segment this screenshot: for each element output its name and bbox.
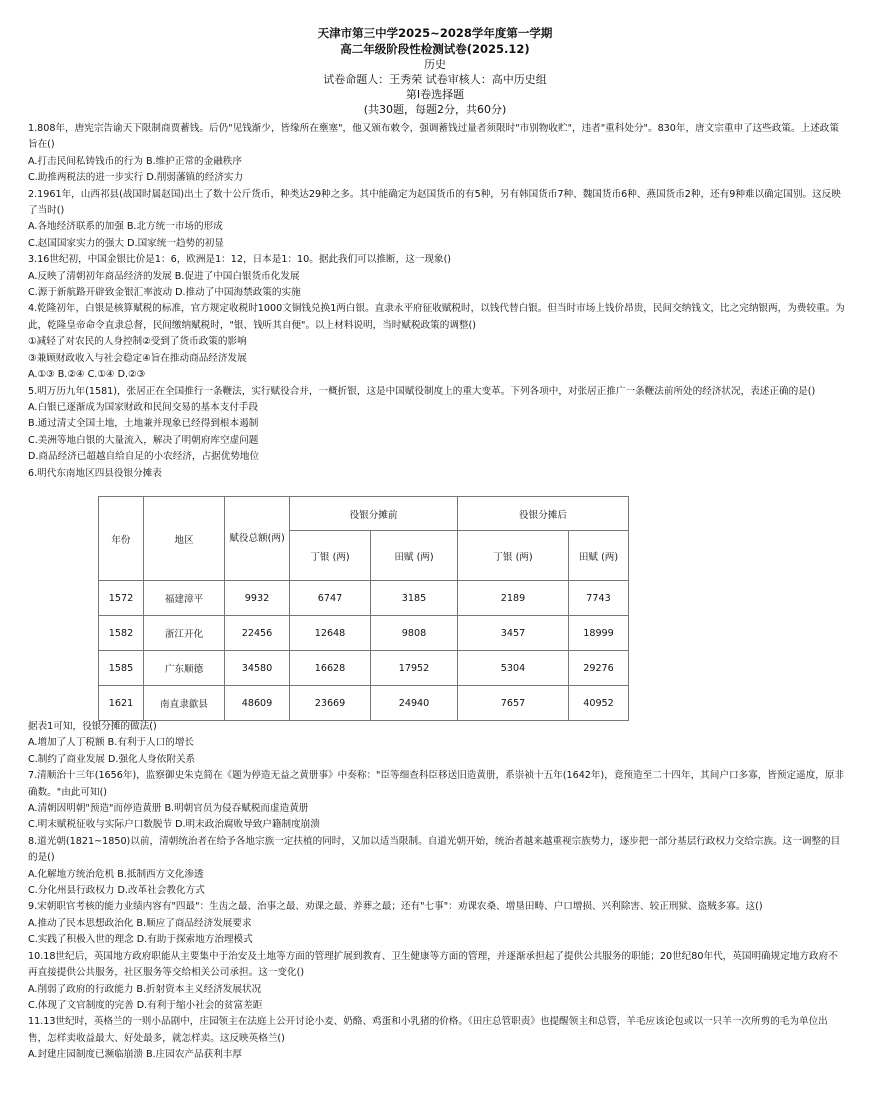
question-text: 8.道光朝(1821~1850)以前，清朝统治者在给予各地宗族一定扶植的同时，又加以适当限制。自道光朝开始，统治者越来越重视宗族势力，逐步把一部分基层行政权力交给宗族。这一调整的目的是() xyxy=(28,835,841,864)
table-cell: 南直隶歙县 xyxy=(144,686,225,721)
table-cell: 48609 xyxy=(225,686,290,721)
table-cell: 1585 xyxy=(99,651,144,686)
table-cell: 29276 xyxy=(569,651,629,686)
table-cell: 广东顺德 xyxy=(144,651,225,686)
question-text: 1.808年，唐宪宗告谕天下限制商贾蓄钱。后仍"见钱渐少，皆缘所在壅塞"，他又颁布敕令，强调蓄钱过量者须限时"市别物收贮"，违者"重科处分"。830年，唐文宗重申了这些政策。上述政策旨在() xyxy=(28,123,839,151)
question-text: 据表1可知，役银分摊的做法() xyxy=(28,721,157,732)
option-line: A.推动了民本思想政治化 B.顺应了商品经济发展要求 xyxy=(28,917,252,929)
table-cell: 3185 xyxy=(371,581,458,616)
option-line: C.明末赋税征收与实际户口数脱节 D.明末政治腐败导致户籍制度崩溃 xyxy=(28,819,320,831)
table-header-tian-after: 田赋 (两) xyxy=(569,531,629,581)
option-line: A.增加了人丁税额 B.有利于人口的增长 xyxy=(28,737,195,749)
table-cell: 24940 xyxy=(371,686,458,721)
exam-title: 高二年级阶段性检测试卷(2025.12) xyxy=(340,42,530,56)
option-line: C.体现了文官制度的完善 D.有利于缩小社会的贫富差距 xyxy=(28,999,263,1011)
section-title: 第Ⅰ卷选择题 xyxy=(405,88,465,101)
table-cell: 40952 xyxy=(569,686,629,721)
subject-title: 历史 xyxy=(424,58,446,71)
question-text: 11.13世纪时，英格兰的一则小品剧中，庄园领主在法庭上公开讨论小麦、奶酪、鸡蛋和小乳猪的价格。《田庄总管职责》也提醒领主和总管，羊毛应该论包或以一只羊一次所剪的毛为单位出售，怎样卖收益最大、好处最多，就怎样卖。这反映英格兰() xyxy=(28,1016,828,1044)
question-text: 3.16世纪初，中国金银比价是1：6，欧洲是1：12，日本是1：10。据此我们可以推断，这一现象() xyxy=(28,254,452,266)
table-cell: 6747 xyxy=(290,581,371,616)
table-cell: 3457 xyxy=(458,616,569,651)
option-line: A.封建庄园制度已濒临崩溃 B.庄园农产品获利丰厚 xyxy=(28,1049,242,1061)
table-header-after: 役银分摊后 xyxy=(458,497,629,531)
question-text: 10.18世纪后，英国地方政府职能从主要集中于治安及土地等方面的管理扩展到教育、卫生健康等方面的管理，并逐渐承担起了提供公共服务的职能；20世纪80年代，英国明确规定地方政府不再直接提供公共服务，社区服务等交给相关公司承担。这一变化() xyxy=(28,950,838,979)
table-row xyxy=(99,581,629,616)
table-cell: 17952 xyxy=(371,651,458,686)
option-line: C.制约了商业发展 D.强化人身依附关系 xyxy=(28,753,196,765)
section-instructions: (共30题，每题2分，共60分) xyxy=(363,103,507,116)
table-cell: 2189 xyxy=(458,581,569,616)
option-line: A.反映了清朝初年商品经济的发展 B.促进了中国白银货币化发展 xyxy=(28,270,300,282)
option-line: C.助推两税法的进一步实行 D.削弱藩镇的经济实力 xyxy=(28,172,244,184)
option-line: C.美洲等地白银的大量流入，解决了明朝府库空虚问题 xyxy=(28,434,259,446)
table-caption: 6.明代东南地区四县役银分摊表 xyxy=(28,467,162,479)
question-text: 4.乾隆初年，白银是核算赋税的标准，官方规定收税时1000文铜钱兑换1两白银。直隶永平府征收赋税时，以钱代替白银。但当时市场上钱价昂贵，民间交纳钱文，比之完纳银两，为费较重。为此，乾隆皇帝命令直隶总督，民间缴纳赋税时，"银、钱听其自便"。以上材料说明，当时赋税政策的调整() xyxy=(28,303,845,331)
table-cell: 7743 xyxy=(569,581,629,616)
option-line: C.实践了积极入世的理念 D.有助于探索地方治理模式 xyxy=(28,934,253,946)
statement-line: ③兼顾财政收入与社会稳定④旨在推动商品经济发展 xyxy=(28,352,247,364)
table-cell: 1621 xyxy=(99,686,144,721)
table-header-ding-before: 丁银 (两) xyxy=(290,531,371,581)
tax-silver-table xyxy=(98,496,629,721)
table-cell: 9932 xyxy=(225,581,290,616)
option-line: A.白银已逐渐成为国家财政和民间交易的基本支付手段 xyxy=(28,401,259,413)
table-cell: 浙江开化 xyxy=(144,616,225,651)
option-line: A.化解地方统治危机 B.抵制西方文化渗透 xyxy=(28,868,204,880)
table-header-tian-before: 田赋 (两) xyxy=(371,531,458,581)
table-cell: 22456 xyxy=(225,616,290,651)
option-line: A.①③ B.②④ C.①④ D.②③ xyxy=(28,369,146,381)
table-cell: 1582 xyxy=(99,616,144,651)
table-cell: 7657 xyxy=(458,686,569,721)
exam-authors: 试卷命题人：王秀荣 试卷审核人：高中历史组 xyxy=(323,73,547,86)
questions-block-1 xyxy=(28,121,846,482)
option-line: C.赵国国家实力的强大 D.国家统一趋势的初显 xyxy=(28,237,224,249)
table-cell: 16628 xyxy=(290,651,371,686)
option-line: A.清朝因明朝"预造"而停造黄册 B.明朝官员为侵吞赋税而虚造黄册 xyxy=(28,803,309,815)
option-line: C.分化州县行政权力 D.改革社会教化方式 xyxy=(28,885,205,897)
question-text: 7.清顺治十三年(1656年)，监察御史朱克简在《题为停造无益之黄册事》中奏称："臣等细查科臣移送旧造黄册，系崇祯十五年(1642年)，竟预造至二十四年，其间户口多寡，皆预定遥度，原非确数。"由此可知() xyxy=(28,770,845,798)
question-text: 2.1961年，山西祁县(战国时属赵国)出土了数十公斤货币，种类达29种之多。其中能确定为赵国货币的有5种，另有韩国货币7种、魏国货币6种、燕国货币2种，还有9种难以确定国别。这反映了当时() xyxy=(28,188,841,217)
table-header-ding-after: 丁银 (两) xyxy=(458,531,569,581)
option-line: A.打击民间私铸钱币的行为 B.维护正常的金融秩序 xyxy=(28,155,242,167)
exam-header xyxy=(0,26,870,117)
table-row xyxy=(99,686,629,721)
table-cell: 12648 xyxy=(290,616,371,651)
table-cell: 18999 xyxy=(569,616,629,651)
table-cell: 福建漳平 xyxy=(144,581,225,616)
table-cell: 5304 xyxy=(458,651,569,686)
table-row xyxy=(99,616,629,651)
table-cell: 23669 xyxy=(290,686,371,721)
option-line: B.通过清丈全国土地，土地兼并现象已经得到根本遏制 xyxy=(28,418,259,430)
questions-block-2 xyxy=(28,719,846,1064)
table-cell: 9808 xyxy=(371,616,458,651)
table-row xyxy=(99,651,629,686)
statement-line: ①减轻了对农民的人身控制②受到了货币政策的影响 xyxy=(28,336,247,348)
option-line: A.削弱了政府的行政能力 B.折射资本主义经济发展状况 xyxy=(28,983,262,995)
option-line: A.各地经济联系的加强 B.北方统一市场的形成 xyxy=(28,221,223,233)
option-line: C.源于新航路开辟致金银汇率波动 D.推动了中国海禁政策的实施 xyxy=(28,287,301,299)
table-cell: 34580 xyxy=(225,651,290,686)
option-line: D.商品经济已超越自给自足的小农经济，占据优势地位 xyxy=(28,451,260,463)
table-header-total: 赋役总额(两) xyxy=(225,497,290,581)
question-text: 9.宋朝职官考核的能力业绩内容有"四最"：生齿之最、治事之最、劝课之最、养葬之最；还有"七事"：劝课农桑、增垦田畴、户口增损、兴利除害、较正刑狱、盗贼多寡。这() xyxy=(28,901,763,913)
question-text: 5.明万历九年(1581)，张居正在全国推行一条鞭法，实行赋役合并，一概折银，这是中国赋役制度上的重大变革。下列各项中，对张居正推广一条鞭法前所处的经济状况，表述正确的是() xyxy=(28,385,816,397)
table-header-before: 役银分摊前 xyxy=(290,497,458,531)
table-header-year: 年份 xyxy=(99,497,144,581)
school-title: 天津市第三中学2025~2028学年度第一学期 xyxy=(317,26,553,40)
table-header-region: 地区 xyxy=(144,497,225,581)
table-cell: 1572 xyxy=(99,581,144,616)
